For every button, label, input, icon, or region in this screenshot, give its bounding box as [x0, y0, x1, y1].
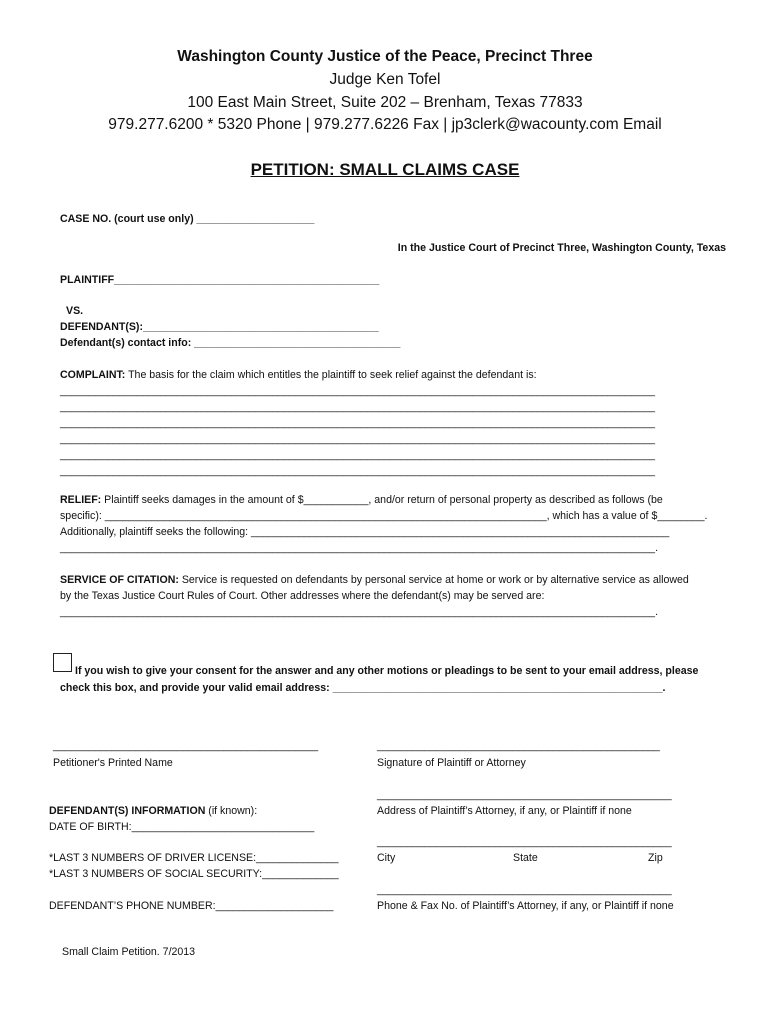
signature-field[interactable]: ________________________________________________ — [377, 740, 660, 752]
email-consent-checkbox[interactable] — [53, 653, 72, 672]
complaint-line[interactable]: _____________________________________________________________________________________________________ — [60, 401, 656, 413]
defendant-phone-field[interactable]: DEFENDANT’S PHONE NUMBER:____________________ — [49, 900, 334, 912]
relief-label: RELIEF: — [60, 494, 102, 506]
city-label: City — [377, 852, 396, 864]
relief-line-1[interactable] — [60, 494, 663, 506]
zip-label: Zip — [648, 852, 663, 864]
defendant-info-heading — [49, 805, 257, 817]
relief-line-2[interactable]: specific): ___________________________________________________________________________, which has a value of $________. — [60, 510, 708, 522]
relief-text: Plaintiff seeks damages in the amount of $___________, and/or return of personal property as described as follows (be — [101, 494, 663, 506]
service-label: SERVICE OF CITATION: — [60, 574, 179, 586]
service-line-2: by the Texas Justice Court Rules of Court. Other addresses where the defendant(s) may be served are: — [60, 590, 545, 602]
consent-email-field[interactable]: check this box, and provide your valid email address: ________________________________________________________. — [60, 682, 666, 694]
case-number-field[interactable]: CASE NO. (court use only) ____________________ — [60, 213, 315, 225]
versus-label: VS. — [66, 305, 84, 317]
service-address-field[interactable]: _____________________________________________________________________________________________________. — [60, 606, 659, 618]
date-of-birth-field[interactable]: DATE OF BIRTH:_______________________________ — [49, 821, 315, 833]
attorney-phone-label: Phone & Fax No. of Plaintiff’s Attorney, if any, or Plaintiff if none — [377, 900, 674, 912]
judge-name: Judge Ken Tofel — [329, 71, 441, 88]
defendant-contact-field[interactable]: Defendant(s) contact info: ___________________________________ — [60, 337, 401, 349]
printed-name-field[interactable]: _____________________________________________ — [53, 740, 319, 752]
attorney-phone-field[interactable]: __________________________________________________ — [377, 884, 672, 896]
defendant-info-label: DEFENDANT(S) INFORMATION — [49, 805, 206, 817]
attorney-address-label: Address of Plaintiff’s Attorney, if any, or Plaintiff if none — [377, 805, 632, 817]
complaint-label: COMPLAINT: — [60, 369, 126, 381]
court-address: 100 East Main Street, Suite 202 – Brenham, Texas 77833 — [187, 94, 583, 111]
defendant-info-known: (if known): — [205, 805, 258, 817]
defendant-field[interactable]: DEFENDANT(S):________________________________________ — [60, 321, 379, 333]
form-footer: Small Claim Petition. 7/2013 — [62, 946, 196, 958]
page-title: PETITION: SMALL CLAIMS CASE — [250, 160, 520, 179]
complaint-line[interactable]: _____________________________________________________________________________________________________ — [60, 433, 656, 445]
court-contact: 979.277.6200 * 5320 Phone | 979.277.6226 Fax | jp3clerk@wacounty.com Email — [108, 116, 662, 133]
complaint-text: The basis for the claim which entitles the plaintiff to seek relief against the defendant is: — [125, 369, 537, 381]
complaint-heading — [60, 369, 537, 381]
relief-line-4[interactable]: _____________________________________________________________________________________________________. — [60, 542, 659, 554]
driver-license-field[interactable]: *LAST 3 NUMBERS OF DRIVER LICENSE:______________ — [49, 852, 339, 864]
complaint-line[interactable]: _____________________________________________________________________________________________________ — [60, 417, 656, 429]
service-line-1 — [60, 574, 689, 586]
signature-label: Signature of Plaintiff or Attorney — [377, 757, 526, 769]
relief-line-3[interactable]: Additionally, plaintiff seeks the following: _______________________________________________________________________ — [60, 526, 670, 538]
attorney-address-field[interactable]: __________________________________________________ — [377, 789, 672, 801]
court-name: Washington County Justice of the Peace, Precinct Three — [177, 48, 593, 65]
printed-name-label: Petitioner's Printed Name — [53, 757, 173, 769]
service-text: Service is requested on defendants by personal service at home or work or by alternative service as allowed — [178, 574, 689, 586]
complaint-line[interactable]: _____________________________________________________________________________________________________ — [60, 449, 656, 461]
state-label: State — [513, 852, 538, 864]
complaint-line[interactable]: _____________________________________________________________________________________________________ — [60, 385, 656, 397]
consent-line-1: If you wish to give your consent for the answer and any other motions or pleadings to be sent to your email address, please — [75, 665, 699, 677]
court-line: In the Justice Court of Precinct Three, Washington County, Texas — [397, 242, 726, 254]
city-state-zip-field[interactable]: __________________________________________________ — [377, 836, 672, 848]
social-security-field[interactable]: *LAST 3 NUMBERS OF SOCIAL SECURITY:_____________ — [49, 868, 339, 880]
complaint-line[interactable]: _____________________________________________________________________________________________________ — [60, 465, 656, 477]
plaintiff-field[interactable]: PLAINTIFF_____________________________________________ — [60, 274, 380, 286]
